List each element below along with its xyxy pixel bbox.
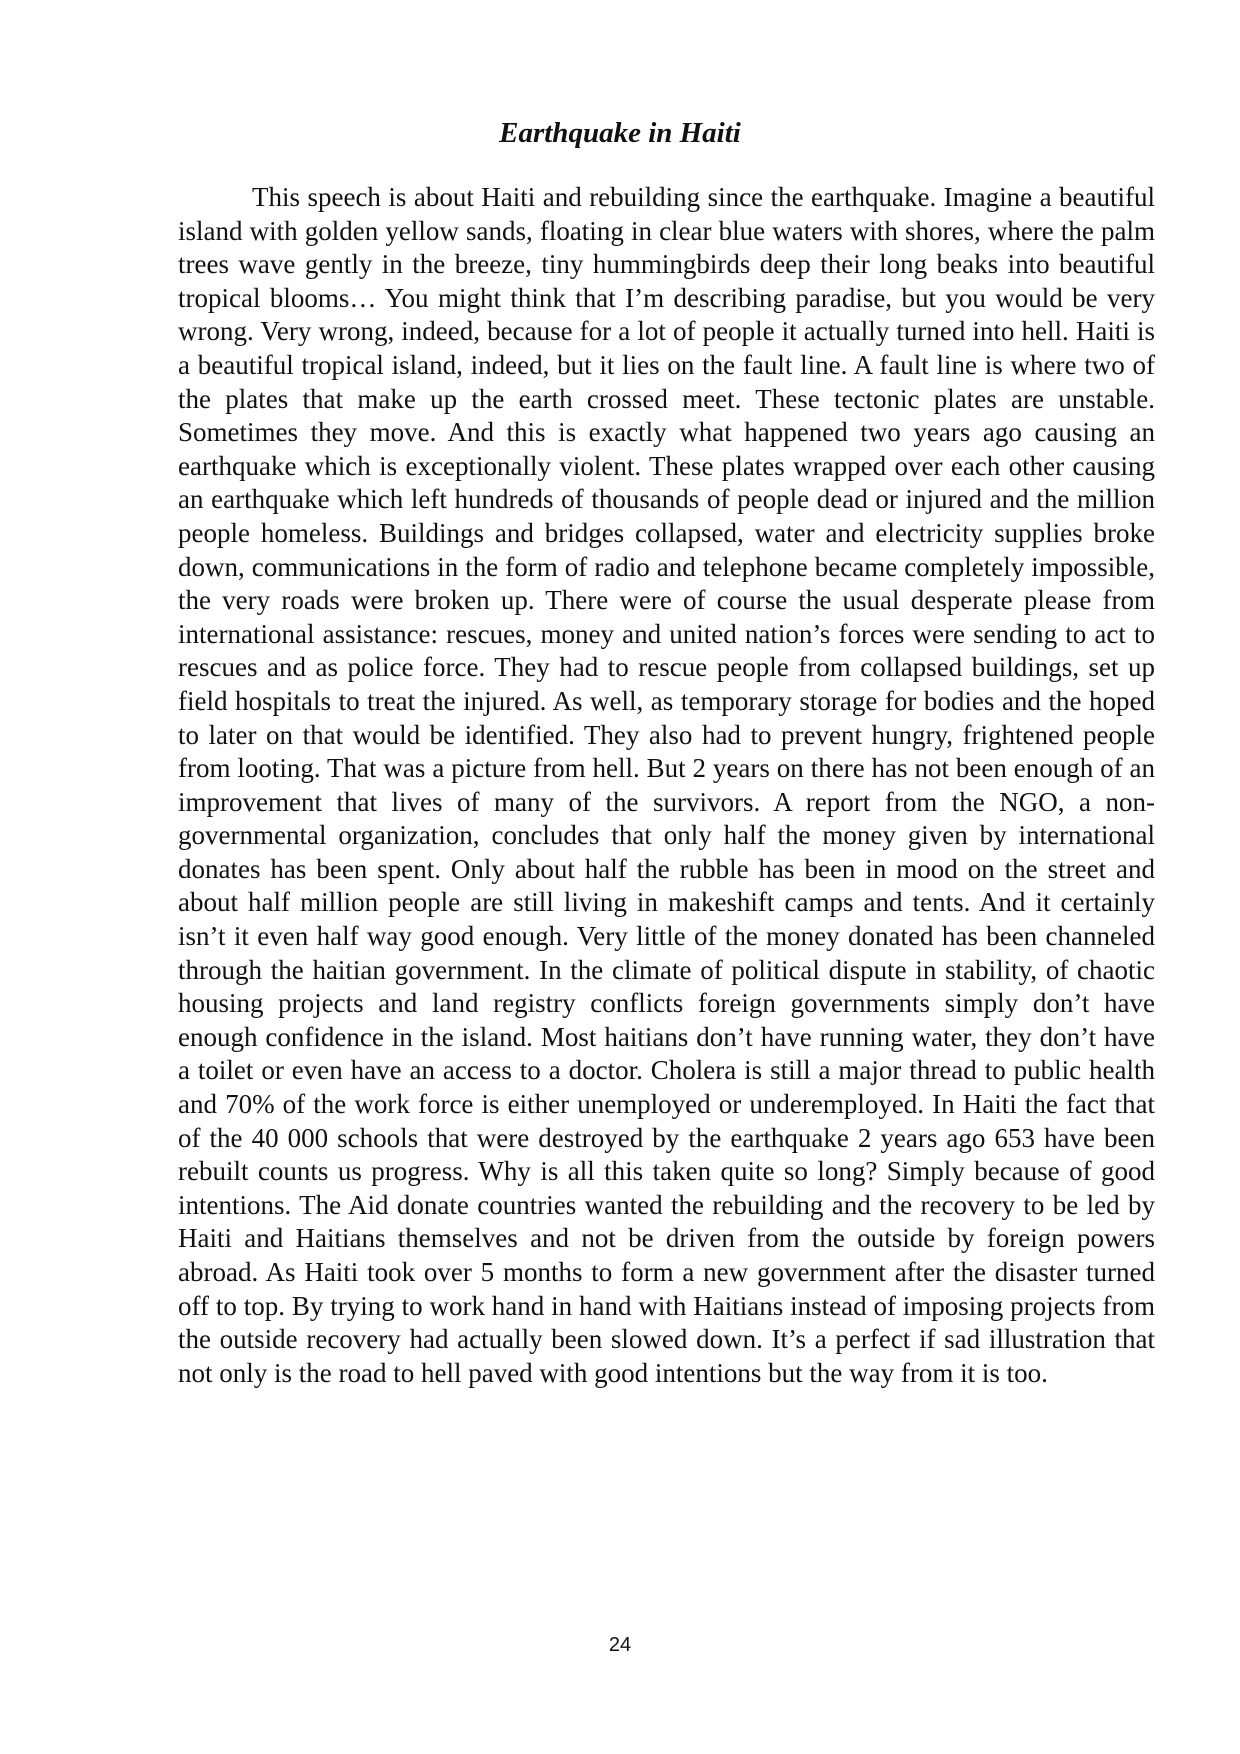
page-title: Earthquake in Haiti xyxy=(499,117,741,149)
body-paragraph: This speech is about Haiti and rebuilding since the earthquake. Imagine a beautiful island with golden yellow sands, floating in clear blue waters with shores, where the palm trees wave gently in the breeze, tiny hummingbirds deep their long beaks into beautiful tropical blooms… You might think that I’m describing paradise, but you would be very wrong. Very wrong, indeed, because for a lot of people it actually turned into hell. Haiti is a beautiful tropical island, indeed, but it lies on the fault line. A fault line is where two of the plates that make up the earth crossed meet. These tectonic plates are unstable. Sometimes they move. And this is exactly what happened two years ago causing an earthquake which is exceptionally violent. These plates wrapped over each other causing an earthquake which left hundreds of thousands of people dead or injured and the million people homeless. Buildings and bridges collapsed, water and electricity supplies broke down, communications in the form of radio and telephone became completely impossible, the very roads were broken up. There were of course the usual desperate please from international assistance: rescues, money and united nation’s forces were sending to act to rescues and as police force. They had to rescue people from collapsed buildings, set up field hospitals to treat the injured. As well, as temporary storage for bodies and the hoped to later on that would be identified. They also had to prevent hungry, frightened people from looting. That was a picture from hell. But 2 years on there has not been enough of an improvement that lives of many of the survivors. A report from the NGO, a non-governmental organization, concludes that only half the money given by international donates has been spent. Only about half the rubble has been in mood on the street and about half million people are still living in makeshift camps and tents. And it certainly isn’t it even half way good enough. Very little of the money donated has been channeled through the haitian government. In the climate of political dispute in stability, of chaotic housing projects and land registry conflicts foreign governments simply don’t have enough confidence in the island. Most haitians don’t have running water, they don’t have a toilet or even have an access to a doctor. Cholera is still a major thread to public health and 70% of the work force is either unemployed or underemployed. In Haiti the fact that of the 40 000 schools that were destroyed by the earthquake 2 years ago 653 have been rebuilt counts us progress. Why is all this taken quite so long? Simply because of good intentions. The Aid donate countries wanted the rebuilding and the recovery to be led by Haiti and Haitians themselves and not be driven from the outside by foreign powers abroad. As Haiti took over 5 months to form a new government after the disaster turned off to top. By trying to work hand in hand with Haitians instead of imposing projects from the outside recovery had actually been slowed down. It’s a perfect if sad illustration that not only is the road to hell paved with good intentions but the way from it is too. xyxy=(178,182,1155,1388)
page-number: 24 xyxy=(608,1634,632,1656)
